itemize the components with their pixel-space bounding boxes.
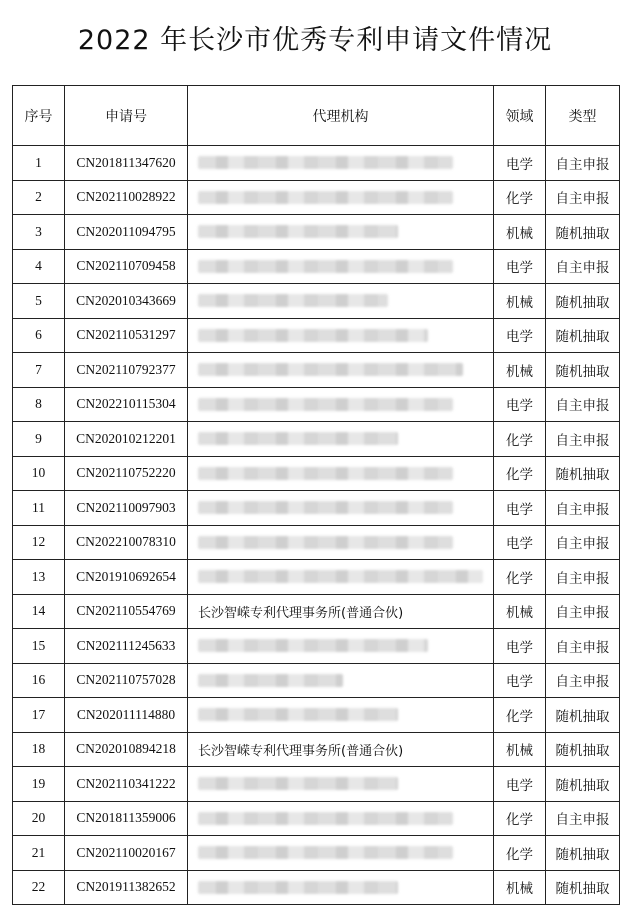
agency-name <box>188 387 494 422</box>
field-cell: 电学 <box>494 663 546 698</box>
row-index: 9 <box>13 422 65 457</box>
table-row <box>13 525 620 560</box>
type-cell: 随机抽取 <box>546 215 620 250</box>
redacted-agency-blur <box>198 777 398 790</box>
redacted-agency-blur <box>198 432 398 445</box>
row-index: 21 <box>13 836 65 871</box>
redacted-agency-blur <box>198 536 453 549</box>
type-cell: 随机抽取 <box>546 353 620 388</box>
page-title: 2022 年长沙市优秀专利申请文件情况 <box>77 25 553 56</box>
application-number: CN202110554769 <box>65 594 188 629</box>
row-index: 2 <box>13 180 65 215</box>
agency-name <box>188 456 494 491</box>
agency-name <box>188 870 494 905</box>
field-cell: 化学 <box>494 422 546 457</box>
agency-name <box>188 422 494 457</box>
row-index: 1 <box>13 146 65 181</box>
type-cell: 自主申报 <box>546 663 620 698</box>
table-row <box>13 629 620 664</box>
redacted-agency-blur <box>198 191 453 204</box>
application-number: CN202110341222 <box>65 767 188 802</box>
application-number: CN201811359006 <box>65 801 188 836</box>
field-cell: 电学 <box>494 491 546 526</box>
row-index: 4 <box>13 249 65 284</box>
table-row <box>13 146 620 181</box>
agency-name <box>188 215 494 250</box>
header-application: 申请号 <box>65 86 188 146</box>
redacted-agency-blur <box>198 329 428 342</box>
agency-name <box>188 801 494 836</box>
type-cell: 自主申报 <box>546 422 620 457</box>
application-number: CN202110752220 <box>65 456 188 491</box>
field-cell: 电学 <box>494 318 546 353</box>
table-body <box>13 146 620 905</box>
redacted-agency-blur <box>198 156 453 169</box>
redacted-agency-blur <box>198 846 453 859</box>
agency-name <box>188 249 494 284</box>
type-cell: 随机抽取 <box>546 284 620 319</box>
redacted-agency-blur <box>198 294 388 307</box>
agency-name <box>188 146 494 181</box>
table-row <box>13 422 620 457</box>
table-row <box>13 284 620 319</box>
field-cell: 电学 <box>494 525 546 560</box>
redacted-agency-blur <box>198 812 453 825</box>
field-cell: 机械 <box>494 215 546 250</box>
type-cell: 随机抽取 <box>546 318 620 353</box>
row-index: 17 <box>13 698 65 733</box>
row-index: 18 <box>13 732 65 767</box>
redacted-agency-blur <box>198 639 428 652</box>
type-cell: 自主申报 <box>546 801 620 836</box>
row-index: 16 <box>13 663 65 698</box>
agency-name <box>188 560 494 595</box>
application-number: CN202010894218 <box>65 732 188 767</box>
table-row <box>13 491 620 526</box>
application-number: CN201911382652 <box>65 870 188 905</box>
table-row <box>13 870 620 905</box>
type-cell: 自主申报 <box>546 249 620 284</box>
field-cell: 电学 <box>494 767 546 802</box>
agency-name: 长沙智嵘专利代理事务所(普通合伙) <box>188 732 494 767</box>
header-field: 领域 <box>494 86 546 146</box>
redacted-agency-blur <box>198 881 398 894</box>
table-row <box>13 594 620 629</box>
table-row <box>13 215 620 250</box>
application-number: CN201811347620 <box>65 146 188 181</box>
row-index: 3 <box>13 215 65 250</box>
agency-name <box>188 698 494 733</box>
type-cell: 自主申报 <box>546 180 620 215</box>
table-row <box>13 456 620 491</box>
type-cell: 随机抽取 <box>546 456 620 491</box>
table-row <box>13 663 620 698</box>
agency-name <box>188 836 494 871</box>
row-index: 8 <box>13 387 65 422</box>
application-number: CN202010343669 <box>65 284 188 319</box>
application-number: CN202011114880 <box>65 698 188 733</box>
type-cell: 随机抽取 <box>546 767 620 802</box>
row-index: 10 <box>13 456 65 491</box>
table-row <box>13 801 620 836</box>
application-number: CN202111245633 <box>65 629 188 664</box>
application-number: CN202110757028 <box>65 663 188 698</box>
field-cell: 化学 <box>494 180 546 215</box>
agency-name <box>188 180 494 215</box>
field-cell: 化学 <box>494 456 546 491</box>
application-number: CN202110020167 <box>65 836 188 871</box>
type-cell: 自主申报 <box>546 146 620 181</box>
agency-name <box>188 629 494 664</box>
redacted-agency-blur <box>198 467 453 480</box>
table-row <box>13 767 620 802</box>
application-number: CN202110097903 <box>65 491 188 526</box>
field-cell: 机械 <box>494 284 546 319</box>
type-cell: 自主申报 <box>546 594 620 629</box>
table-row <box>13 318 620 353</box>
table-row <box>13 249 620 284</box>
type-cell: 随机抽取 <box>546 870 620 905</box>
redacted-agency-blur <box>198 501 453 514</box>
row-index: 14 <box>13 594 65 629</box>
header-agency: 代理机构 <box>188 86 494 146</box>
field-cell: 化学 <box>494 836 546 871</box>
field-cell: 电学 <box>494 249 546 284</box>
agency-name <box>188 353 494 388</box>
redacted-agency-blur <box>198 708 398 721</box>
table-header-row <box>13 86 620 146</box>
application-number: CN202110028922 <box>65 180 188 215</box>
row-index: 6 <box>13 318 65 353</box>
type-cell: 自主申报 <box>546 560 620 595</box>
table-row <box>13 698 620 733</box>
redacted-agency-blur <box>198 363 463 376</box>
application-number: CN202011094795 <box>65 215 188 250</box>
redacted-agency-blur <box>198 674 343 687</box>
redacted-agency-blur <box>198 225 398 238</box>
agency-name: 长沙智嵘专利代理事务所(普通合伙) <box>188 594 494 629</box>
type-cell: 自主申报 <box>546 629 620 664</box>
field-cell: 机械 <box>494 594 546 629</box>
table-row <box>13 353 620 388</box>
type-cell: 自主申报 <box>546 387 620 422</box>
field-cell: 电学 <box>494 629 546 664</box>
redacted-agency-blur <box>198 570 483 583</box>
application-number: CN202110792377 <box>65 353 188 388</box>
field-cell: 机械 <box>494 870 546 905</box>
field-cell: 化学 <box>494 560 546 595</box>
type-cell: 随机抽取 <box>546 698 620 733</box>
agency-name <box>188 491 494 526</box>
application-number: CN201910692654 <box>65 560 188 595</box>
redacted-agency-blur <box>198 260 453 273</box>
row-index: 7 <box>13 353 65 388</box>
table-row <box>13 732 620 767</box>
row-index: 19 <box>13 767 65 802</box>
header-type: 类型 <box>546 86 620 146</box>
type-cell: 随机抽取 <box>546 836 620 871</box>
field-cell: 机械 <box>494 732 546 767</box>
type-cell: 自主申报 <box>546 491 620 526</box>
application-number: CN202110531297 <box>65 318 188 353</box>
redacted-agency-blur <box>198 398 453 411</box>
agency-name <box>188 318 494 353</box>
patent-table <box>12 85 620 905</box>
field-cell: 机械 <box>494 353 546 388</box>
row-index: 15 <box>13 629 65 664</box>
table-row <box>13 836 620 871</box>
field-cell: 电学 <box>494 387 546 422</box>
type-cell: 自主申报 <box>546 525 620 560</box>
application-number: CN202010212201 <box>65 422 188 457</box>
row-index: 12 <box>13 525 65 560</box>
row-index: 13 <box>13 560 65 595</box>
type-cell: 随机抽取 <box>546 732 620 767</box>
agency-name <box>188 284 494 319</box>
application-number: CN202210115304 <box>65 387 188 422</box>
row-index: 11 <box>13 491 65 526</box>
row-index: 22 <box>13 870 65 905</box>
application-number: CN202110709458 <box>65 249 188 284</box>
field-cell: 化学 <box>494 698 546 733</box>
field-cell: 化学 <box>494 801 546 836</box>
application-number: CN202210078310 <box>65 525 188 560</box>
table-row <box>13 387 620 422</box>
header-index: 序号 <box>13 86 65 146</box>
agency-name <box>188 663 494 698</box>
agency-name <box>188 767 494 802</box>
table-row <box>13 180 620 215</box>
agency-name <box>188 525 494 560</box>
field-cell: 电学 <box>494 146 546 181</box>
table-row <box>13 560 620 595</box>
row-index: 5 <box>13 284 65 319</box>
row-index: 20 <box>13 801 65 836</box>
